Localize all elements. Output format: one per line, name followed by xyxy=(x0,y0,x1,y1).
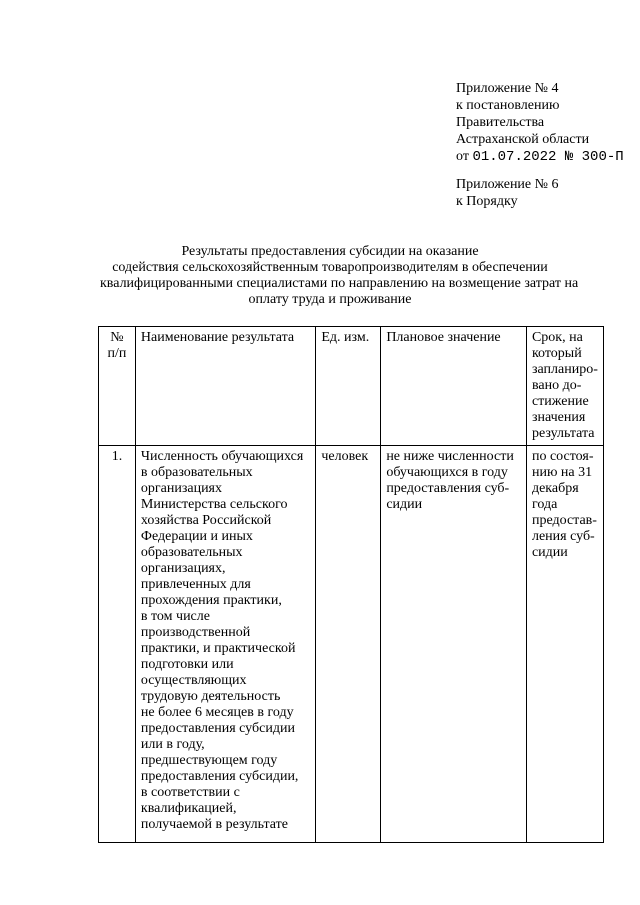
header-plan: Плановое значение xyxy=(381,327,527,446)
appendix-resolution-line: Приложение № 4 xyxy=(456,81,559,96)
document-title xyxy=(100,244,579,308)
appendix-order-block xyxy=(456,176,559,210)
row-name: Численность обучающихся в образовательных организациях Министерства сельского хозяйства Российской Федерации и иных образовательных организациях, привлеченных для прохождения практики, в том числе производственной практики, и практической подготовки или осуществляющих трудовую деятельность не более 6 месяцев в году предоставления субсидии или в году, предшествующем году предоставления субсидии, в соответствии с квалификацией, получаемой в результате xyxy=(135,446,315,843)
header-num: № п/п xyxy=(99,327,136,446)
row-unit: человек xyxy=(316,446,381,843)
row-num: 1. xyxy=(99,446,136,843)
appendix-resolution-line: к постановлению xyxy=(456,98,560,113)
title-line: оплату труда и проживание xyxy=(248,292,412,307)
table-row xyxy=(99,446,604,843)
header-deadline: Срок, на который запланиро- вано до- стижение значения результата xyxy=(526,327,603,446)
appendix-resolution-line: Астраханской области xyxy=(456,132,590,147)
resolution-date-number-line xyxy=(456,148,624,166)
table-header-row xyxy=(99,327,604,446)
row-plan: не ниже численности обучающихся в году предоставления суб- сидии xyxy=(381,446,527,843)
header-unit: Ед. изм. xyxy=(316,327,381,446)
resolution-date-number-stamp: 01.07.2022 № 300-П xyxy=(472,149,624,165)
title-line: квалифицированными специалистами по направлению на возмещение затрат на xyxy=(100,276,579,291)
appendix-order-line: к Порядку xyxy=(456,194,518,209)
header-name: Наименование результата xyxy=(135,327,315,446)
appendix-order-line: Приложение № 6 xyxy=(456,177,559,192)
title-line: Результаты предоставления субсидии на оказание xyxy=(181,244,479,259)
resolution-date-prefix: от xyxy=(456,149,469,164)
results-table xyxy=(98,326,604,843)
appendix-resolution-block xyxy=(456,80,624,166)
appendix-resolution-line: Правительства xyxy=(456,115,545,130)
title-line: содействия сельскохозяйственным товаропроизводителям в обеспечении xyxy=(112,260,548,275)
row-deadline: по состоя- нию на 31 декабря года предостав- ления суб- сидии xyxy=(526,446,603,843)
